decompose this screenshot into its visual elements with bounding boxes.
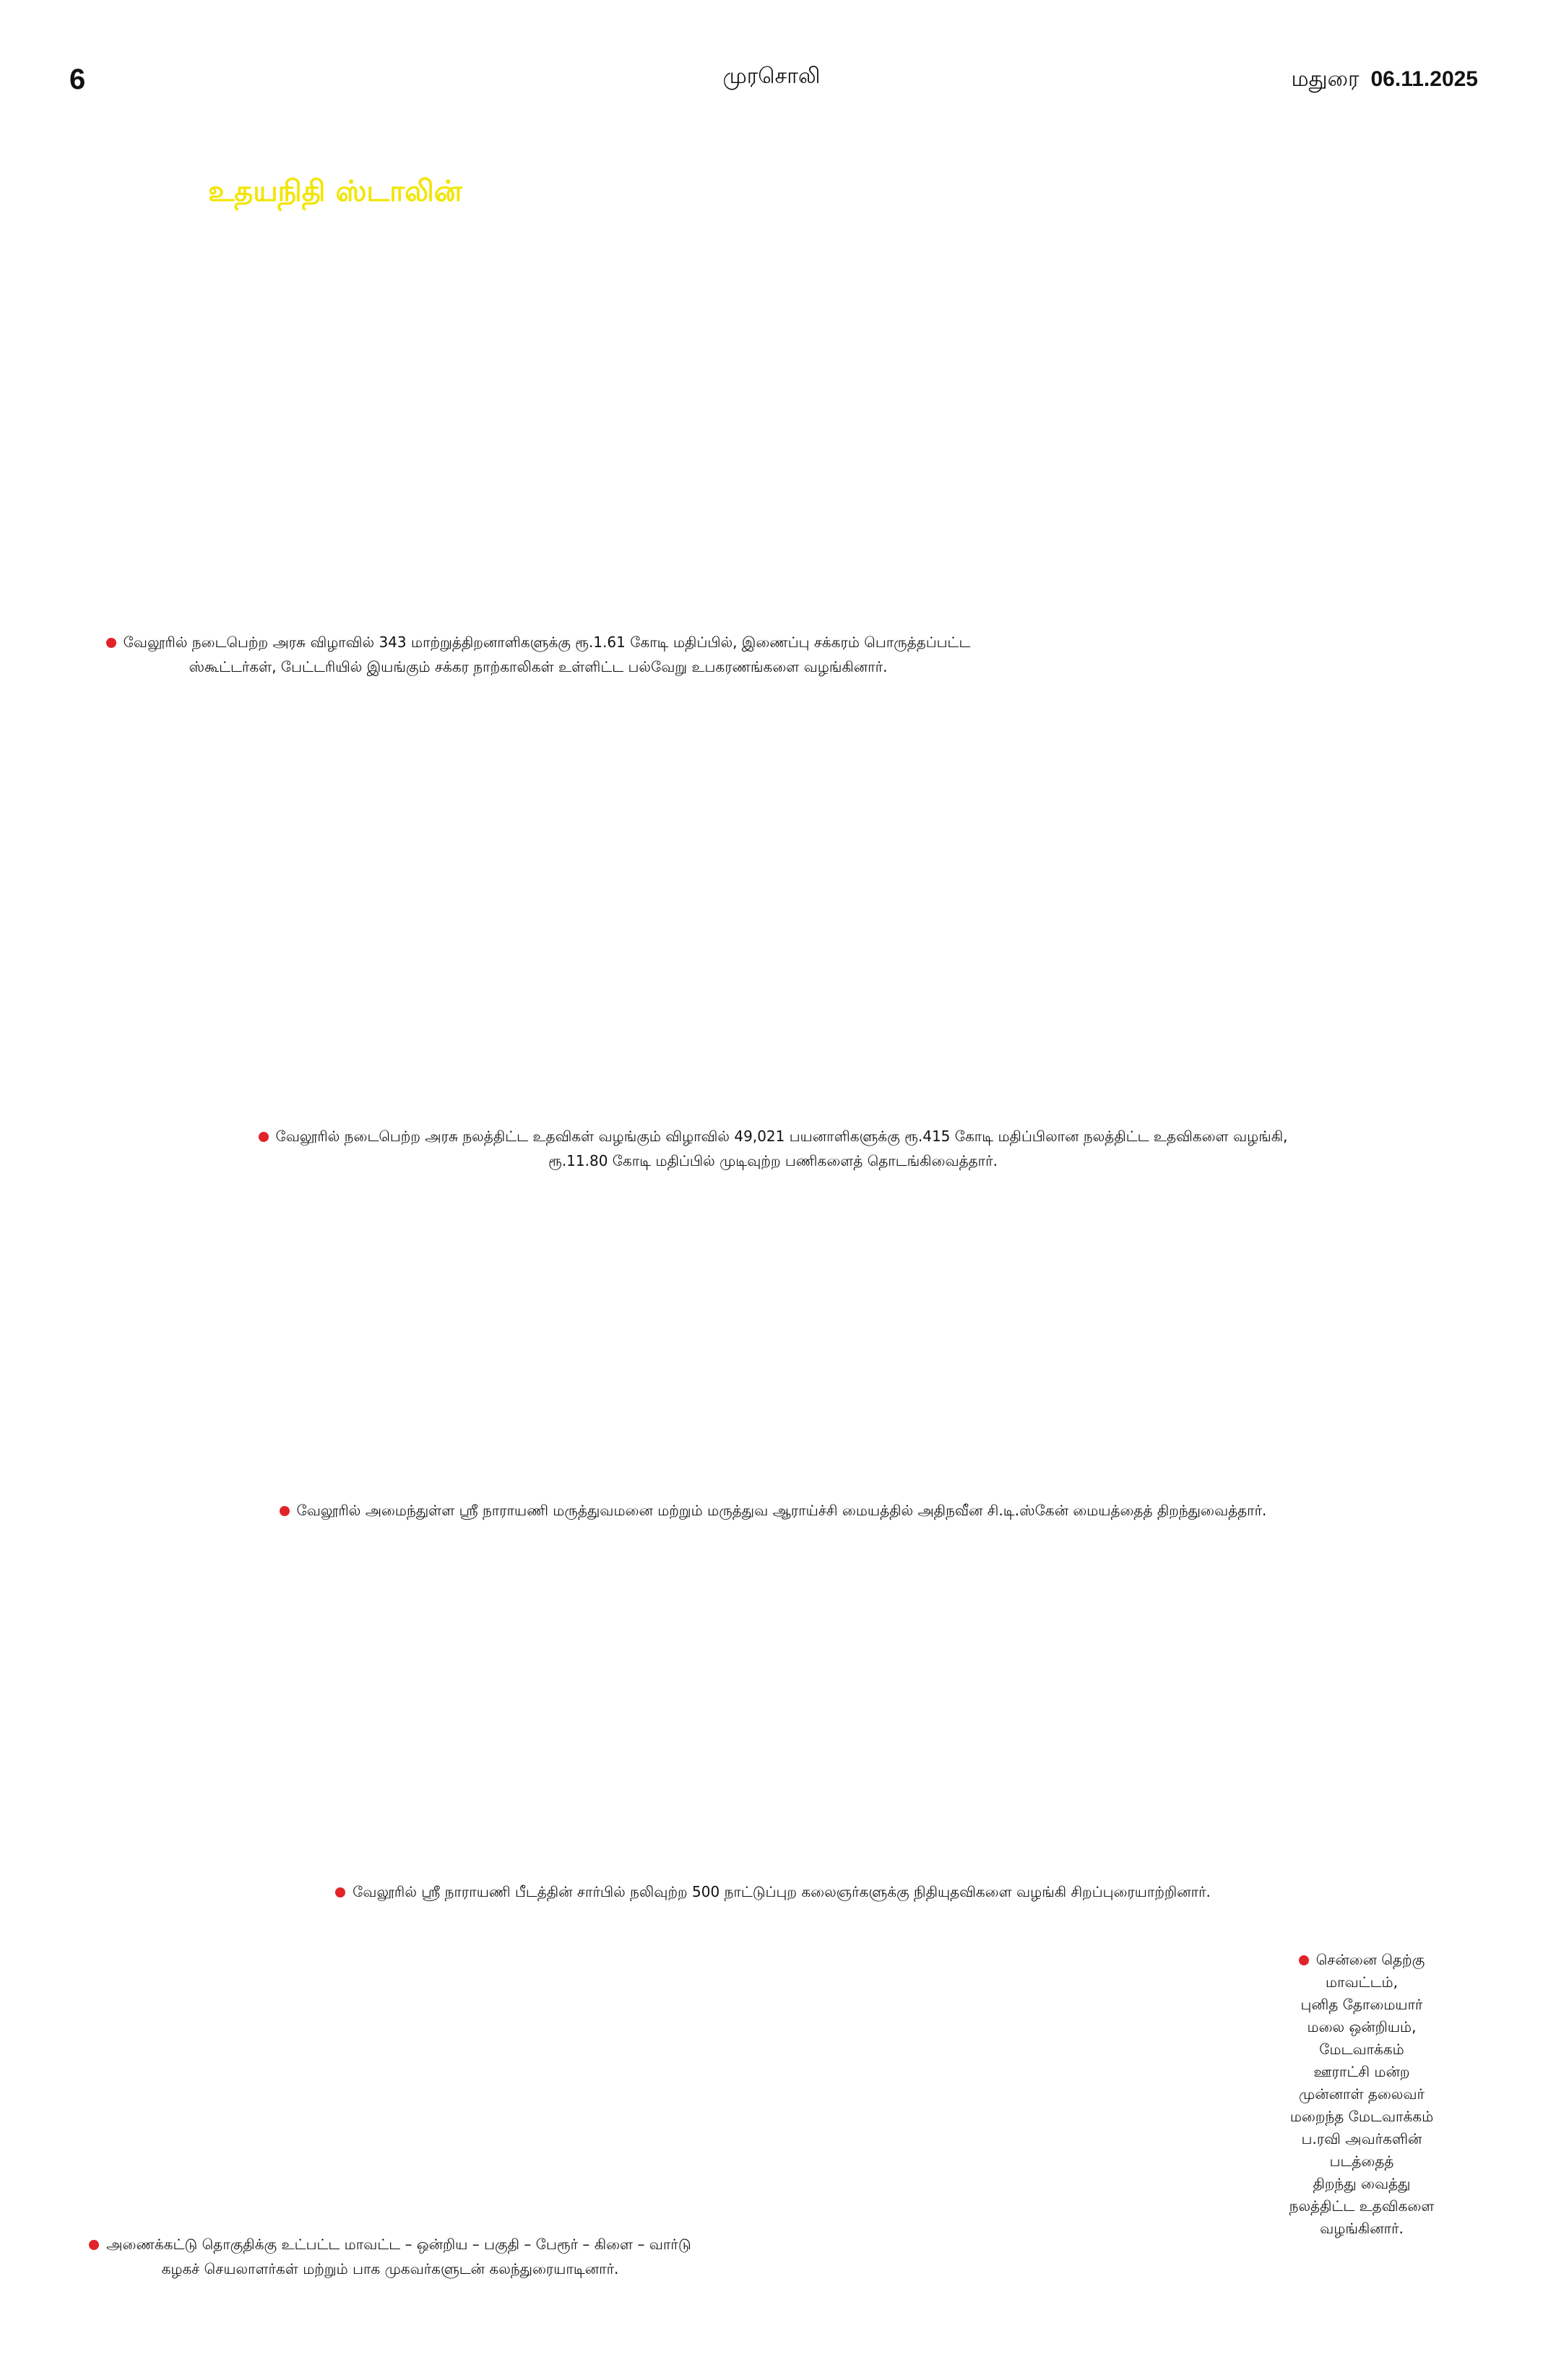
caption-line: முன்னாள் தலைவர் bbox=[1299, 2085, 1425, 2103]
caption-line bbox=[87, 630, 990, 654]
caption-line: வழங்கினார். bbox=[1320, 2220, 1404, 2237]
caption-line: ப.ரவி அவர்களின் bbox=[1301, 2130, 1422, 2147]
caption-line: கழகச் செயலாளர்கள் மற்றும் பாக முகவர்களுடன் கலந்துரையாடினார். bbox=[161, 2260, 619, 2277]
caption-line: மேடவாக்கம் bbox=[1319, 2041, 1404, 2058]
newspaper-masthead: முரசொலி bbox=[722, 64, 821, 89]
photo-caption-3 bbox=[246, 1498, 1300, 1523]
photo-caption-2 bbox=[231, 1124, 1315, 1173]
caption-line: மாவட்டம், bbox=[1326, 1973, 1398, 1991]
caption-line bbox=[231, 1124, 1315, 1148]
caption-text: வேலூரில் ஸ்ரீ நாராயணி பீடத்தின் சார்பில் நலிவுற்ற 500 நாட்டுப்புற கலைஞர்களுக்கு நிதியுதவிகளை வழங்கி சிறப்புரையாற்றினார். bbox=[353, 1883, 1211, 1900]
section-title: உதயநிதி ஸ்டாலின் bbox=[208, 175, 462, 208]
caption-line: மறைந்த மேடவாக்கம் bbox=[1289, 2108, 1434, 2125]
photo-caption-4 bbox=[289, 1879, 1257, 1904]
bullet-dot-icon bbox=[259, 1132, 269, 1142]
caption-line bbox=[1271, 1949, 1452, 1971]
caption-line bbox=[246, 1498, 1300, 1523]
bullet-dot-icon bbox=[89, 2240, 99, 2250]
caption-line: நலத்திட்ட உதவிகளை bbox=[1289, 2197, 1435, 2215]
caption-text: அணைக்கட்டு தொகுதிக்கு உட்பட்ட மாவட்ட – ஒன்றிய – பகுதி – பேரூர் – கிளை – வார்டு bbox=[106, 2236, 691, 2253]
photo-caption-1 bbox=[87, 630, 990, 679]
bullet-dot-icon bbox=[335, 1887, 345, 1897]
caption-line: மலை ஒன்றியம், bbox=[1307, 2018, 1417, 2035]
caption-text: வேலூரில் அமைந்துள்ள ஸ்ரீ நாராயணி மருத்துவமனை மற்றும் மருத்துவ ஆராய்ச்சி மையத்தில் அதிநவீன சி.டி.ஸ்கேன் மையத்தைத் திறந்துவைத்தார். bbox=[296, 1502, 1267, 1519]
dateline bbox=[1291, 66, 1478, 95]
bullet-dot-icon bbox=[106, 638, 116, 648]
dateline-city: மதுரை bbox=[1291, 66, 1360, 92]
caption-line: ஊராட்சி மன்ற bbox=[1313, 2063, 1410, 2080]
bullet-dot-icon bbox=[1299, 1955, 1309, 1965]
caption-line: ரூ.11.80 கோடி மதிப்பில் முடிவுற்ற பணிகளைத் தொடங்கிவைத்தார். bbox=[548, 1152, 998, 1169]
caption-text: சென்னை தெற்கு bbox=[1315, 1951, 1425, 1968]
bullet-dot-icon bbox=[280, 1506, 290, 1516]
photo-caption-6 bbox=[65, 2232, 715, 2281]
photo-caption-5 bbox=[1271, 1949, 1452, 2240]
caption-line: திறந்து வைத்து bbox=[1313, 2175, 1411, 2192]
caption-text: வேலூரில் நடைபெற்ற அரசு விழாவில் 343 மாற்றுத்திறனாளிகளுக்கு ரூ.1.61 கோடி மதிப்பில், இணைப்பு சக்கரம் பொருத்தப்பட்ட bbox=[123, 633, 971, 651]
caption-line: ஸ்கூட்டர்கள், பேட்டரியில் இயங்கும் சக்கர நாற்காலிகள் உள்ளிட்ட பல்வேறு உபகரணங்களை வழங்கினார். bbox=[189, 658, 888, 675]
caption-text: வேலூரில் நடைபெற்ற அரசு நலத்திட்ட உதவிகள் வழங்கும் விழாவில் 49,021 பயனாளிகளுக்கு ரூ.415 கோடி மதிப்பிலான நலத்திட்ட உதவிகளை வழங்கி, bbox=[275, 1128, 1288, 1145]
dateline-date: 06.11.2025 bbox=[1370, 67, 1478, 91]
caption-line: படத்தைத் bbox=[1329, 2152, 1394, 2170]
caption-line bbox=[65, 2232, 715, 2256]
page-number: 6 bbox=[69, 64, 86, 95]
caption-line bbox=[289, 1879, 1257, 1904]
caption-line: புனித தோமையார் bbox=[1300, 1996, 1423, 2013]
